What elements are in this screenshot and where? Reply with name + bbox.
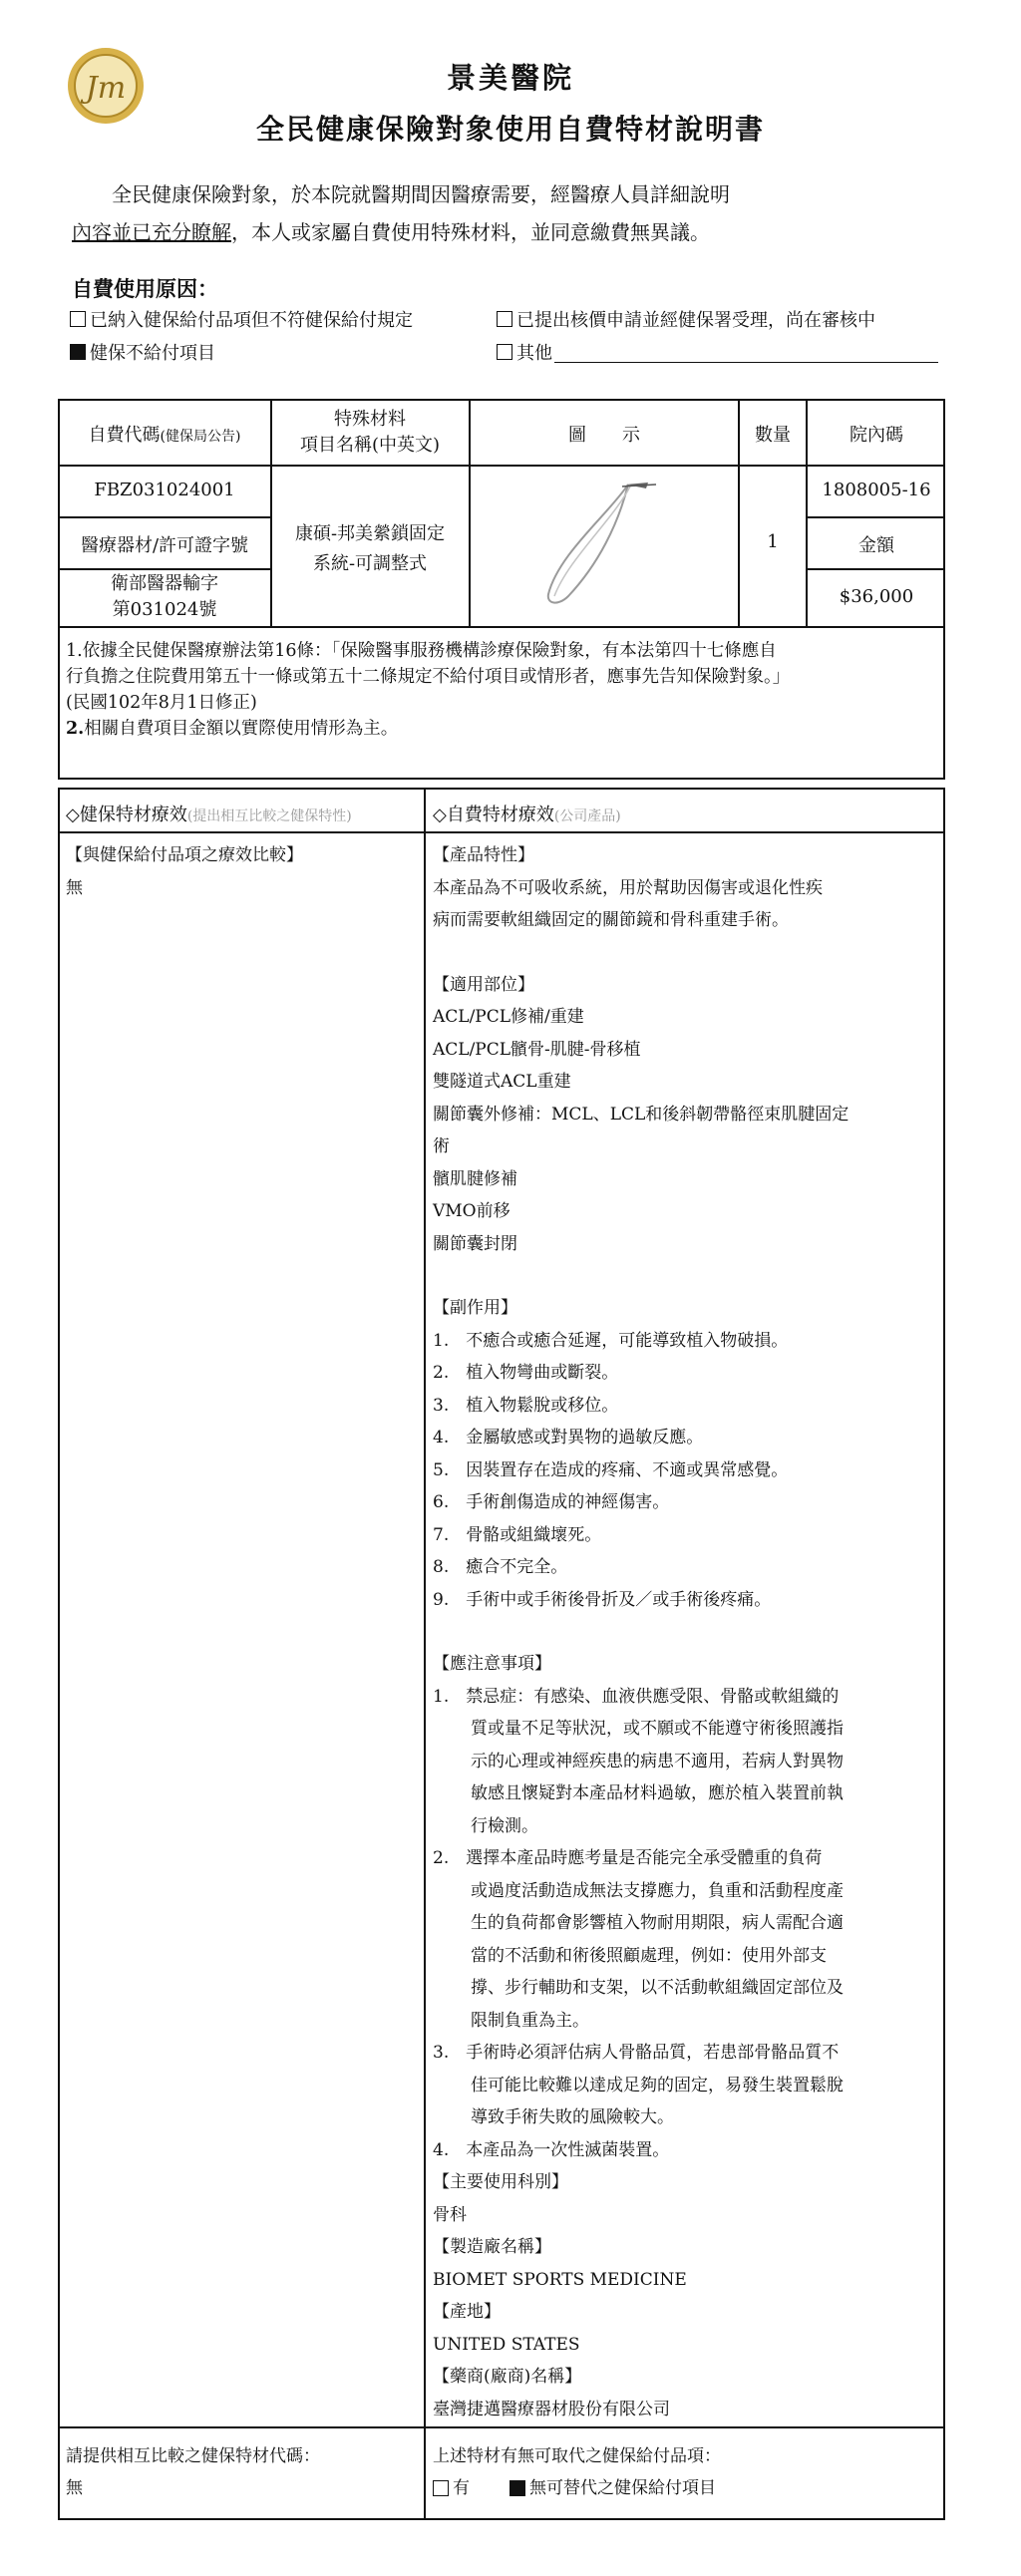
text-line: 項目名稱(中英文) [299,435,441,456]
text-line: ◇健保特材療效 [66,805,187,825]
checkbox-checked-icon[interactable] [70,344,86,360]
text-line: 關節囊封閉 [433,1233,517,1254]
intro-line-2-rest: ，本人或家屬自費使用特殊材料，並同意繳費無異議。 [231,220,710,244]
footer-left [66,2440,415,2504]
text-line [433,2472,939,2504]
quantity-value: 1 [767,531,779,552]
intro-underlined: 內容並已充分瞭解 [72,220,231,244]
text-line [433,1616,939,1648]
reason-option-3-label: 健保不給付項目 [90,343,215,364]
text-line: 康碩-邦美縈鎖固定 [294,523,446,544]
text-line: 佳可能比較難以達成足夠的固定，易發生裝置鬆脫 [471,2075,844,2095]
text-line: 病而需要軟組織固定的關節鏡和骨科重建手術。 [433,910,789,930]
table-rule [806,568,945,570]
text-line: 無 [66,877,83,898]
text-line: 1.依據全民健保醫療辦法第16條：「保險醫事服務機構診療保險對象，有本法第四十七條應自 [66,641,777,661]
text-line: 4. 金屬敏感或對異物的過敏反應。 [433,1428,704,1448]
reason-option-1-label: 已納入健保給付品項但不符健保給付規定 [90,310,413,331]
footer-opt-yes: 有 [453,2478,470,2498]
text-line: BIOMET SPORTS MEDICINE [433,2269,687,2290]
left-content [66,839,415,904]
text-line: 撐、步行輔助和支架，以不活動軟組織固定部位及 [471,1978,844,1998]
hospital-code-value: 1808005-16 [822,480,931,500]
text-line: 系統-可調整式 [312,553,428,574]
features-title: 【產品特性】 [433,845,534,865]
footer-opt-no: 無可替代之健保給付項目 [529,2478,716,2498]
text-line: 1. 不癒合或癒合延遲，可能導致植入物破損。 [433,1330,789,1351]
table-rule [58,568,271,570]
item-name [271,519,469,579]
intro-line-1: 全民健康保險對象，於本院就醫期間因醫療需要，經醫療人員詳細說明 [112,182,730,206]
table-rule [58,831,945,833]
text-line: 當的不活動和術後照顧處理，例如：使用外部支 [471,1945,827,1966]
text-line: 導致手術失敗的風險較大。 [471,2107,674,2127]
reason-option-4[interactable] [497,339,938,365]
legal-notes [66,638,939,742]
left-header [66,801,352,826]
header-quantity: 數量 [755,425,791,446]
text-line: 髕肌腱修補 [433,1168,517,1189]
reason-option-3[interactable] [70,339,215,365]
origin-title: 【產地】 [433,2302,501,2322]
text-line: VMO前移 [433,1201,510,1221]
text-line: ACL/PCL修補/重建 [433,1007,584,1027]
checkbox-empty-icon[interactable] [497,344,512,360]
reason-option-2-label: 已提出核價申請並經健保署受理，尚在審核中 [516,310,875,331]
text-line: (民國102年8月1日修正) [66,693,257,713]
text-line: 術 [433,1136,450,1156]
text-line [433,937,939,969]
text-line [433,1260,939,1292]
item-code: FBZ031024001 [94,480,235,500]
text-line: 臺灣捷邁醫療器材股份有限公司 [433,2399,670,2419]
amount-value: $36,000 [839,586,914,607]
text-line: 3. 植入物鬆脫或移位。 [433,1395,619,1416]
header-item-name [271,407,469,459]
sites-title: 【適用部位】 [433,974,534,995]
reason-option-2[interactable] [497,306,875,332]
footer-right [433,2440,939,2504]
table-rule [58,465,945,467]
checkbox-empty-icon[interactable] [433,2480,449,2496]
document-title: 全民健康保險對象使用自費特材說明書 [255,113,765,146]
text-line: 1. 禁忌症：有感染、血液供應受限、骨骼或軟組織的 [433,1686,840,1707]
license-label: 醫療器材/許可證字號 [80,535,249,556]
header-image: 圖 示 [568,425,640,446]
table-rule [58,626,945,628]
text-line: (公司產品) [553,808,621,824]
table-rule [806,516,945,518]
text-line: 6. 手術創傷造成的神經傷害。 [433,1492,670,1512]
text-line: 2. 選擇本產品時應考量是否能完全承受體重的負荷 [433,1848,823,1868]
text-line: 3. 手術時必須評估病人骨骼品質，若患部骨骼品質不 [433,2043,840,2063]
reason-option-4-label: 其他 [516,343,552,364]
text-line: 骨科 [433,2204,467,2225]
text-line: ◇自費特材療效 [433,805,554,825]
text-line: 行檢測。 [471,1815,538,1836]
table-rule [58,516,271,518]
table-rule [58,2426,945,2428]
text-line: 生的負荷都會影響植入物耐用期限，病人需配合適 [471,1913,844,1933]
amount-label: 金額 [858,535,894,556]
text-line: (提出相互比較之健保特性) [186,808,352,824]
text-line: 上述特材有無可取代之健保給付品項： [433,2446,721,2466]
other-reason-line[interactable] [554,342,938,363]
text-line: 關節囊外修補：MCL、LCL和後斜韌帶骼徑束肌腱固定 [433,1104,850,1125]
text-line: 2. [66,719,85,739]
text-line: 第031024號 [112,599,217,620]
text-line: 7. 骨骼或組織壞死。 [433,1524,602,1545]
text-line: 衛部醫器輸字 [111,573,218,594]
text-line: 5. 因裝置存在造成的疼痛、不適或異常感覺。 [433,1459,789,1480]
text-line: UNITED STATES [433,2334,580,2355]
text-line: 本產品為不可吸收系統，用於幫助因傷害或退化性疾 [433,877,823,898]
text-line: 或過度活動造成無法支撐應力，負重和活動程度產 [471,1880,844,1901]
side-effects-title: 【副作用】 [433,1298,517,1318]
checkbox-empty-icon[interactable] [70,311,86,327]
text-line: 相關自費項目金額以實際使用情形為主。 [84,719,399,739]
product-image [518,475,698,619]
text-line: 4. 本產品為一次性滅菌裝置。 [433,2139,670,2160]
checkbox-checked-icon[interactable] [510,2480,525,2496]
cautions-title: 【應注意事項】 [433,1654,551,1674]
intro-paragraph [72,175,959,251]
text-line: 無 [66,2478,83,2498]
text-line: 行負擔之住院費用第五十一條或第五十二條規定不給付項目或情形者，應事先告知保險對象。」 [66,667,791,687]
right-header [433,801,621,826]
text-line: 特殊材料 [334,409,406,430]
text-line: 9. 手術中或手術後骨折及／或手術後疼痛。 [433,1589,772,1610]
text-line [66,716,939,742]
license-number [58,571,271,623]
text-line: 自費代碼 [88,425,161,446]
maker-title: 【製造廠名稱】 [433,2237,551,2257]
dept-title: 【主要使用科別】 [433,2172,568,2192]
text-line: 示的心理或神經疾患的病患不適用，若病人對異物 [471,1751,844,1771]
text-line: ACL/PCL髕骨-肌腱-骨移植 [433,1039,641,1060]
hospital-name: 景美醫院 [446,61,574,95]
header-code [58,421,271,447]
table-rule [424,788,426,2520]
text-line: (健保局公告) [160,429,241,445]
reason-title: 自費使用原因： [72,276,218,301]
text-line: 質或量不足等狀況，或不願或不能遵守術後照護指 [471,1719,844,1739]
vendor-title: 【藥商(廠商)名稱】 [433,2367,582,2387]
intro-line-2 [72,213,959,251]
text-line: 2. 植入物彎曲或斷裂。 [433,1363,619,1383]
text-line: 敏感且懷疑對本產品材料過敏，應於植入裝置前執 [471,1783,844,1803]
right-content [433,839,939,2425]
checkbox-empty-icon[interactable] [497,311,512,327]
text-line: 請提供相互比較之健保特材代碼： [66,2446,320,2466]
text-line: 【與健保給付品項之療效比較】 [66,845,303,865]
text-line: 8. 癒合不完全。 [433,1557,568,1577]
text-line: 雙隧道式ACL重建 [433,1072,571,1092]
reason-option-1[interactable] [70,306,413,332]
header-hospital-code: 院內碼 [850,425,903,446]
text-line: 限制負重為主。 [471,2010,589,2031]
logo-text: Jm [85,71,127,106]
